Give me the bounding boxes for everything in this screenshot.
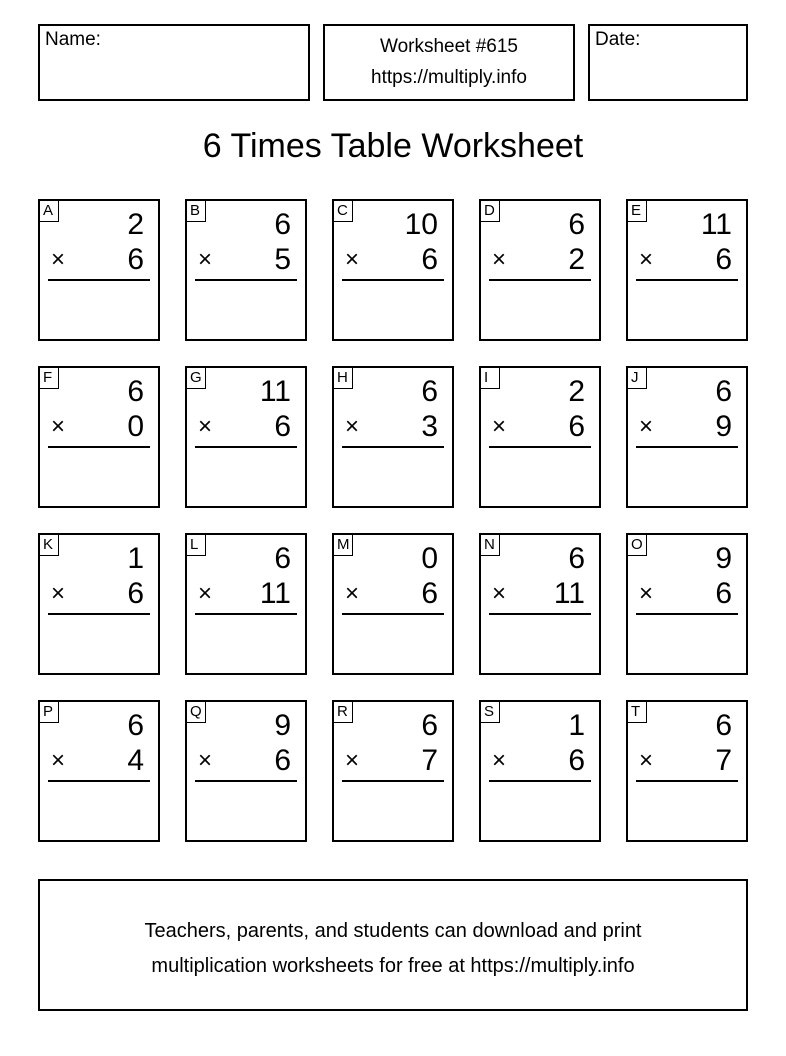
- page-title: 6 Times Table Worksheet: [202, 127, 584, 165]
- problem-multiplier: 6: [568, 410, 585, 443]
- problem-card: [479, 366, 601, 508]
- problem-card: [185, 533, 307, 675]
- multiply-sign: ×: [198, 413, 213, 440]
- problem-multiplicand: 6: [127, 709, 144, 742]
- footer-line-1: Teachers, parents, and students can download and print: [144, 920, 642, 942]
- footer-box: [38, 879, 748, 1011]
- date-field: [588, 24, 748, 101]
- multiply-sign: ×: [51, 246, 66, 273]
- problem-multiplier: 4: [127, 744, 144, 777]
- problem-letter: L: [186, 534, 206, 556]
- problem-letter: N: [480, 534, 500, 556]
- multiply-sign: ×: [492, 413, 507, 440]
- problem-letter: E: [627, 200, 647, 222]
- answer-line: [636, 446, 738, 448]
- problem-letter: D: [480, 200, 500, 222]
- problem-multiplier: 5: [274, 243, 291, 276]
- problem-multiplicand: 6: [715, 375, 732, 408]
- problem-card: [626, 199, 748, 341]
- multiply-sign: ×: [345, 246, 360, 273]
- problem-letter: R: [333, 701, 353, 723]
- problem-multiplier: 3: [421, 410, 438, 443]
- answer-line: [48, 279, 150, 281]
- problem-multiplier: 7: [421, 744, 438, 777]
- multiply-sign: ×: [345, 413, 360, 440]
- answer-line: [48, 613, 150, 615]
- problem-card: [626, 700, 748, 842]
- multiply-sign: ×: [639, 246, 654, 273]
- problem-card: [38, 533, 160, 675]
- problem-card: [479, 700, 601, 842]
- answer-line: [636, 780, 738, 782]
- problem-card: [332, 199, 454, 341]
- answer-line: [489, 613, 591, 615]
- problem-multiplicand: 11: [259, 375, 291, 408]
- name-label: Name:: [45, 29, 101, 50]
- problem-multiplicand: 0: [421, 542, 438, 575]
- problem-multiplicand: 6: [715, 709, 732, 742]
- problem-letter: Q: [186, 701, 206, 723]
- problem-card: [38, 199, 160, 341]
- problem-card: [332, 700, 454, 842]
- answer-line: [489, 780, 591, 782]
- date-label: Date:: [595, 29, 641, 50]
- problem-multiplier: 6: [127, 243, 144, 276]
- answer-line: [342, 446, 444, 448]
- problem-multiplicand: 11: [700, 208, 732, 241]
- problem-multiplier: 2: [568, 243, 585, 276]
- problem-multiplier: 0: [127, 410, 144, 443]
- problem-letter: T: [627, 701, 647, 723]
- problem-multiplier: 6: [421, 577, 438, 610]
- problem-multiplicand: 6: [127, 375, 144, 408]
- problem-multiplicand: 10: [404, 208, 438, 241]
- problem-multiplicand: 6: [568, 542, 585, 575]
- multiply-sign: ×: [345, 580, 360, 607]
- problem-letter: M: [333, 534, 353, 556]
- multiply-sign: ×: [492, 747, 507, 774]
- problem-letter: A: [39, 200, 59, 222]
- problem-multiplier: 6: [274, 744, 291, 777]
- problem-card: [185, 366, 307, 508]
- answer-line: [195, 446, 297, 448]
- problem-multiplier: 11: [553, 577, 585, 610]
- problem-multiplicand: 9: [715, 542, 732, 575]
- problem-letter: I: [480, 367, 500, 389]
- problem-multiplier: 6: [274, 410, 291, 443]
- worksheet-url: https://multiply.info: [371, 67, 527, 88]
- problem-multiplicand: 6: [421, 709, 438, 742]
- worksheet-number: Worksheet #615: [379, 36, 518, 57]
- problem-multiplicand: 2: [568, 375, 585, 408]
- multiply-sign: ×: [51, 747, 66, 774]
- answer-line: [636, 279, 738, 281]
- problem-multiplier: 6: [715, 243, 732, 276]
- problem-multiplier: 9: [715, 410, 732, 443]
- problem-multiplicand: 1: [127, 542, 144, 575]
- problem-letter: G: [186, 367, 206, 389]
- problem-card: [479, 199, 601, 341]
- footer-text: [40, 914, 746, 984]
- problem-multiplicand: 2: [127, 208, 144, 241]
- problem-multiplicand: 6: [274, 542, 291, 575]
- problem-multiplicand: 6: [568, 208, 585, 241]
- problem-letter: J: [627, 367, 647, 389]
- problem-card: [185, 199, 307, 341]
- answer-line: [636, 613, 738, 615]
- multiply-sign: ×: [492, 246, 507, 273]
- problem-multiplicand: 6: [421, 375, 438, 408]
- problem-letter: S: [480, 701, 500, 723]
- problem-card: [185, 700, 307, 842]
- answer-line: [342, 613, 444, 615]
- problem-card: [332, 366, 454, 508]
- problem-multiplier: 7: [715, 744, 732, 777]
- answer-line: [342, 279, 444, 281]
- problem-card: [38, 366, 160, 508]
- problem-multiplier: 6: [715, 577, 732, 610]
- multiply-sign: ×: [198, 246, 213, 273]
- answer-line: [195, 780, 297, 782]
- multiply-sign: ×: [492, 580, 507, 607]
- answer-line: [195, 279, 297, 281]
- problem-multiplier: 6: [568, 744, 585, 777]
- problem-letter: F: [39, 367, 59, 389]
- answer-line: [48, 446, 150, 448]
- problem-card: [626, 366, 748, 508]
- problem-card: [479, 533, 601, 675]
- multiply-sign: ×: [639, 413, 654, 440]
- multiply-sign: ×: [51, 580, 66, 607]
- problem-letter: K: [39, 534, 59, 556]
- problem-multiplicand: 9: [274, 709, 291, 742]
- problem-card: [626, 533, 748, 675]
- multiply-sign: ×: [639, 580, 654, 607]
- problem-card: [332, 533, 454, 675]
- multiply-sign: ×: [198, 580, 213, 607]
- multiply-sign: ×: [639, 747, 654, 774]
- answer-line: [342, 780, 444, 782]
- multiply-sign: ×: [198, 747, 213, 774]
- problem-letter: B: [186, 200, 206, 222]
- answer-line: [48, 780, 150, 782]
- answer-line: [489, 279, 591, 281]
- problem-letter: H: [333, 367, 353, 389]
- problem-multiplier: 6: [127, 577, 144, 610]
- problem-multiplicand: 6: [274, 208, 291, 241]
- multiply-sign: ×: [345, 747, 360, 774]
- problem-letter: P: [39, 701, 59, 723]
- answer-line: [195, 613, 297, 615]
- problem-multiplicand: 1: [568, 709, 585, 742]
- worksheet-info-box: [323, 24, 575, 101]
- problem-card: [38, 700, 160, 842]
- name-field: [38, 24, 310, 101]
- problem-multiplier: 11: [259, 577, 291, 610]
- problem-letter: O: [627, 534, 647, 556]
- answer-line: [489, 446, 591, 448]
- problem-multiplier: 6: [421, 243, 438, 276]
- problem-letter: C: [333, 200, 353, 222]
- multiply-sign: ×: [51, 413, 66, 440]
- footer-line-2: multiplication worksheets for free at https://multiply.info: [151, 955, 635, 977]
